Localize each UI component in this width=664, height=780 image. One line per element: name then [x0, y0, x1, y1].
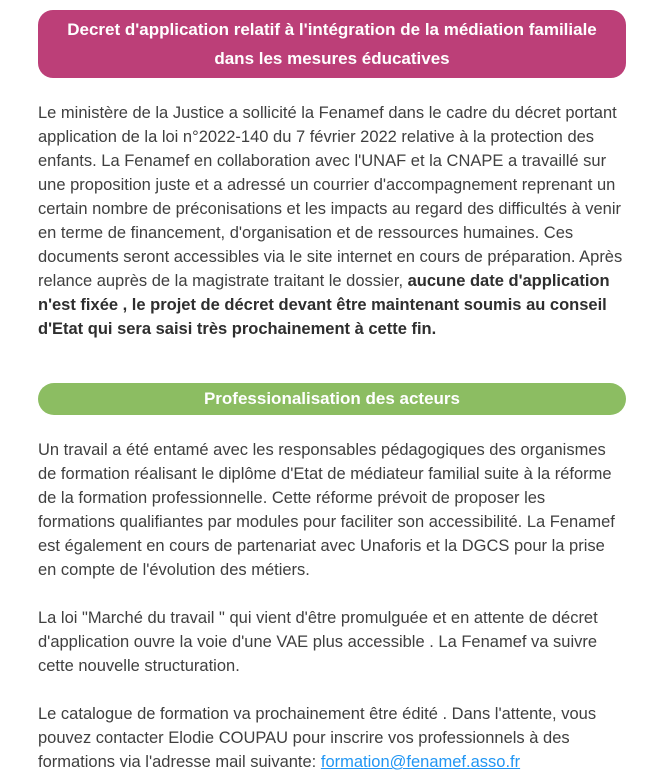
section-banner-decret-title-line2: dans les mesures éducatives [214, 49, 450, 68]
email-link[interactable]: formation@fenamef.asso.fr [320, 753, 521, 771]
catalog-paragraph-text: Le catalogue de formation va prochainement être édité . Dans l'attente, vous pouvez contacter Elodie COUPAU pour inscrire vos professionnels à des formations via l'adresse mail suivante: [38, 705, 597, 771]
training-paragraph: Un travail a été entamé avec les responsables pédagogiques des organismes de formation réalisant le diplôme d'Etat de médiateur familial suite à la réforme de la formation professionnelle. Cette réforme prévoit de proposer les formations qualifiantes par modules pour faciliter son accessibilité. La Fenamef est également en cours de partenariat avec Unaforis et la DGCS pour la prise en compte de l'évolution des métiers. [38, 441, 615, 579]
section-banner-professionalisation-title: Professionalisation des acteurs [203, 389, 461, 408]
section-banner-decret-title-line1: Decret d'application relatif à l'intégration de la médiation familiale [67, 20, 597, 39]
section-banner-professionalisation [38, 383, 626, 415]
catalog-paragraph [38, 702, 626, 774]
decret-paragraph-regular: Le ministère de la Justice a sollicité la Fenamef dans le cadre du décret portant application de la loi n°2022-140 du 7 février 2022 relative à la protection des enfants. La Fenamef en collaboration avec l'UNAF et la CNAPE a travaillé sur une proposition juste et a adressé un courrier d'accompagnement reprenant un certain nombre de préconisations et les impacts au regard des difficultés à venir en terme de financement, d'organisation et de ressources humaines. Ces documents seront accessibles via le site internet en cours de préparation. Après relance auprès de la magistrate traitant le dossier, [38, 104, 623, 290]
section-banner-decret [38, 10, 626, 78]
decret-paragraph [38, 101, 626, 341]
law-paragraph: La loi "Marché du travail " qui vient d'être promulguée et en attente de décret d'application ouvre la voie d'une VAE plus accessible . La Fenamef va suivre cette nouvelle structuration. [38, 609, 598, 675]
decret-paragraph-bold: aucune date d'application n'est fixée , le projet de décret devant être maintenant soumis au conseil d'Etat qui sera saisi très prochainement à cette fin. [38, 272, 610, 338]
